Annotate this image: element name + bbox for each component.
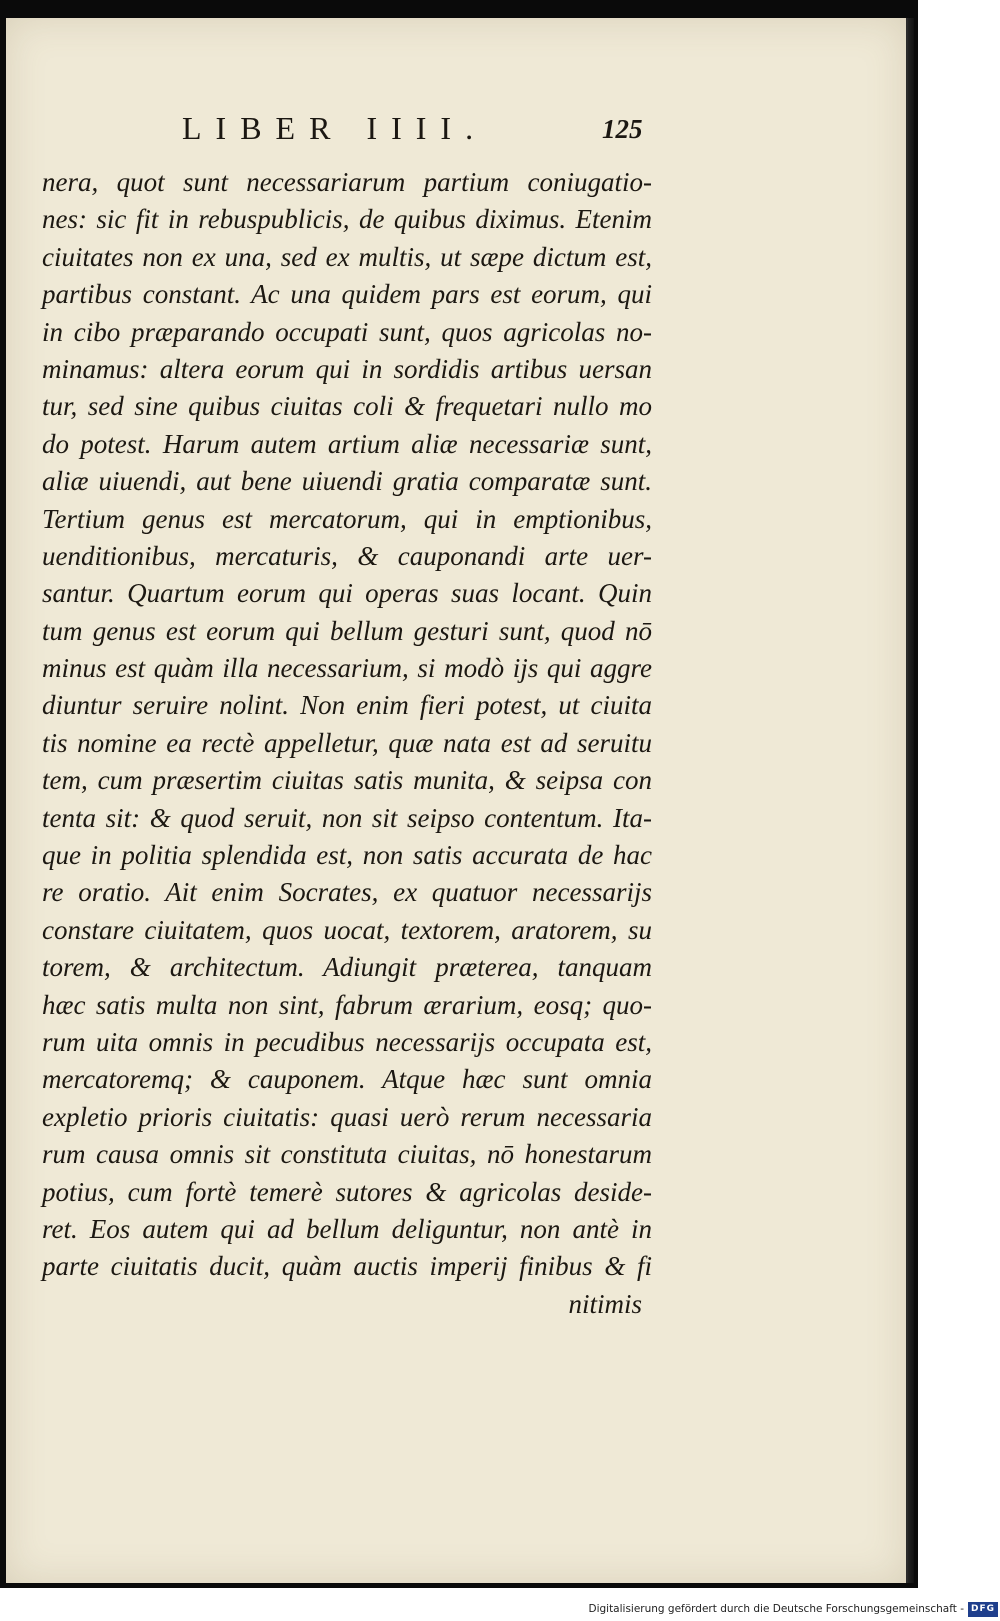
text-line: santur. Quartum eorum qui operas suas locant. Quin bbox=[42, 578, 652, 609]
text-line: torem, & architectum. Adiungit præterea, tanquam bbox=[42, 952, 652, 983]
text-line: in cibo præparando occupati sunt, quos agricolas no- bbox=[42, 316, 652, 347]
text-line: do potest. Harum autem artium aliæ necessariæ sunt, bbox=[42, 428, 652, 459]
text-line: re oratio. Ait enim Socrates, ex quatuor necessarijs bbox=[42, 877, 652, 908]
footer bbox=[0, 1600, 1000, 1621]
text-line: rum causa omnis sit constituta ciuitas, nō honestarum bbox=[42, 1139, 652, 1170]
text-line: ciuitates non ex una, sed ex multis, ut sæpe dictum est, bbox=[42, 241, 652, 272]
running-title: LIBER IIII. bbox=[182, 110, 488, 146]
text-line: tem, cum præsertim ciuitas satis munita, & seipsa con bbox=[42, 765, 652, 796]
text-line: uenditionibus, mercaturis, & cauponandi arte uer- bbox=[42, 540, 652, 571]
book-page bbox=[6, 18, 908, 1583]
text-line: minus est quàm illa necessarium, si modò ijs qui aggre bbox=[42, 653, 652, 684]
text-line: tenta sit: & quod seruit, non sit seipso contentum. Ita- bbox=[42, 802, 652, 833]
text-line: nes: sic fit in rebuspublicis, de quibus diximus. Etenim bbox=[42, 204, 652, 235]
text-line: tum genus est eorum qui bellum gesturi sunt, quod nō bbox=[42, 615, 652, 646]
dfg-logo: DFG bbox=[968, 1602, 998, 1617]
text-line: mercatoremq; & cauponem. Atque hæc sunt omnia bbox=[42, 1064, 652, 1095]
text-line: tis nomine ea rectè appelletur, quæ nata est ad seruitu bbox=[42, 727, 652, 758]
text-line: constare ciuitatem, quos uocat, textorem, aratorem, su bbox=[42, 914, 652, 945]
funding-credit: Digitalisierung gefördert durch die Deutsche Forschungsgemeinschaft - bbox=[588, 1603, 964, 1615]
text-line: nera, quot sunt necessariarum partium coniugatio- bbox=[42, 167, 652, 197]
text-line: minamus: altera eorum qui in sordidis artibus uersan bbox=[42, 353, 652, 384]
text-line: Tertium genus est mercatorum, qui in emptionibus, bbox=[42, 503, 652, 534]
text-line: hæc satis multa non sint, fabrum ærarium, eosq; quo- bbox=[42, 989, 652, 1020]
text-line: que in politia splendida est, non satis accurata de hac bbox=[42, 840, 652, 871]
text-line: ret. Eos autem qui ad bellum deliguntur, non antè in bbox=[42, 1213, 652, 1244]
running-head bbox=[6, 110, 906, 160]
text-line: expletio prioris ciuitatis: quasi uerò rerum necessaria bbox=[42, 1101, 652, 1132]
text-line: aliæ uiuendi, aut bene uiuendi gratia comparatæ sunt. bbox=[42, 466, 652, 497]
text-line: tur, sed sine quibus ciuitas coli & frequetari nullo mo bbox=[42, 391, 652, 422]
text-line: rum uita omnis in pecudibus necessarijs occupata est, bbox=[42, 1026, 652, 1057]
text-line: partibus constant. Ac una quidem pars est eorum, qui bbox=[42, 279, 652, 310]
body-text bbox=[42, 164, 652, 1323]
page-number: 125 bbox=[602, 114, 643, 144]
text-line: diuntur seruire nolint. Non enim fieri potest, ut ciuita bbox=[42, 690, 652, 721]
catchword: nitimis bbox=[568, 1288, 642, 1319]
text-line: parte ciuitatis ducit, quàm auctis imperij finibus & fi bbox=[42, 1251, 652, 1282]
text-line: potius, cum fortè temerè sutores & agricolas deside- bbox=[42, 1176, 652, 1207]
